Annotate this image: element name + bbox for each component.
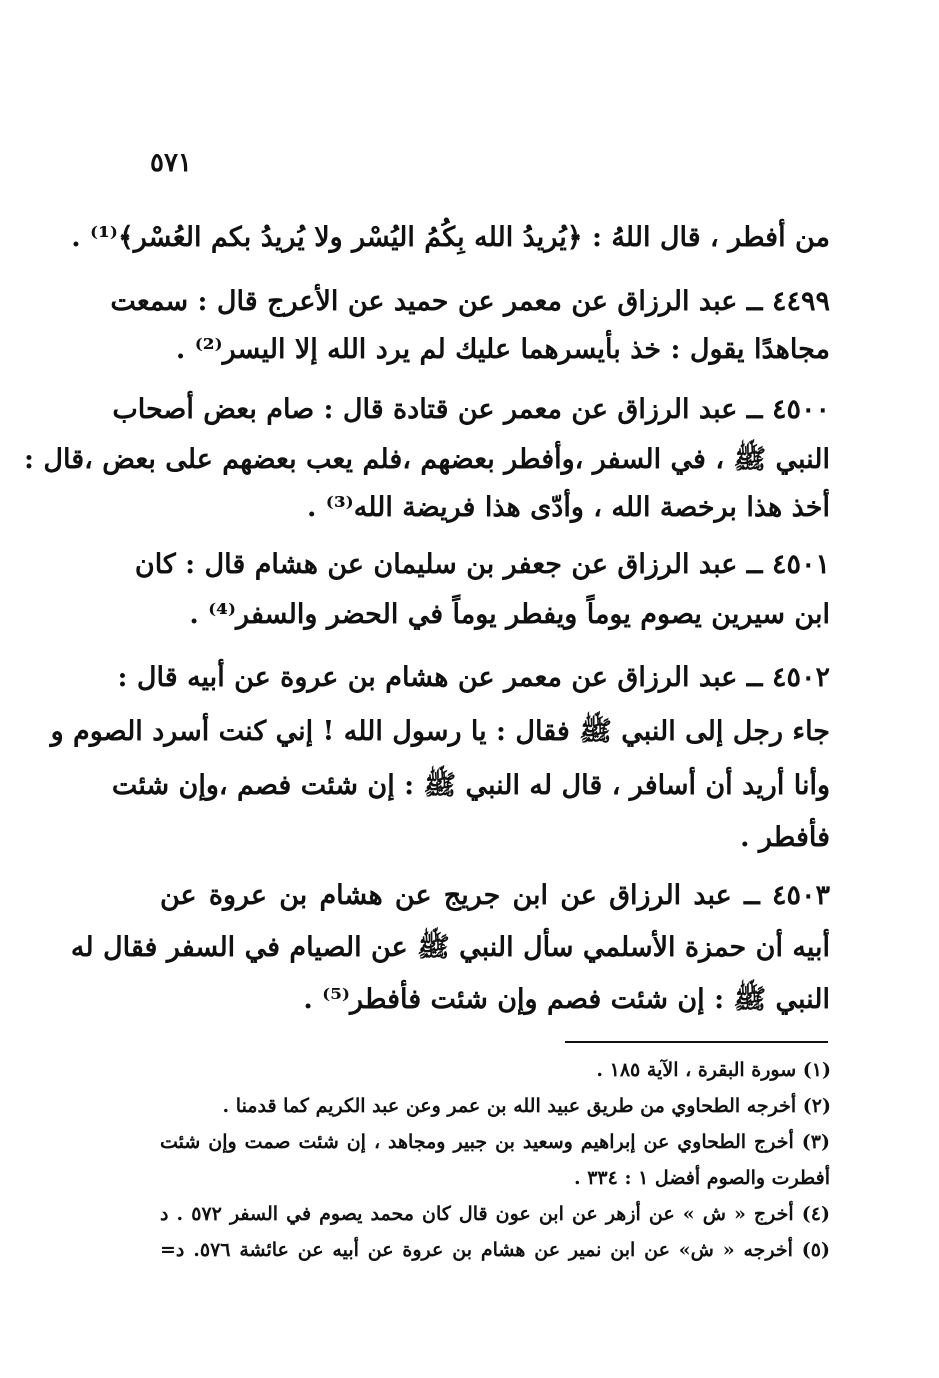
hadith-4500-line: ٤٥٠٠ ــ عبد الرزاق عن معمر عن قتادة قال : صام بعض أصحاب [112,394,830,425]
page-number: ٥٧١ [150,148,192,178]
body-line: ابن سيرين يصوم يوماً ويفطر يوماً في الحضر والسفر⁽⁴⁾ . [189,599,830,630]
footnote-3: (٣) أخرج الطحاوي عن إبراهيم وسعيد بن جبير ومجاهد ، إن شئت صمت وإن شئت [160,1131,830,1153]
body-line: جاء رجل إلى النبي ﷺ فقال : يا رسول الله ! إني كنت أسرد الصوم و [50,716,830,747]
footnote-1: (١) سورة البقرة ، الآية ١٨٥ . [596,1059,831,1081]
hadith-4501-line: ٤٥٠١ ــ عبد الرزاق عن جعفر بن سليمان عن هشام قال : كان [134,549,830,580]
body-line: النبي ﷺ : إن شئت فصم وإن شئت فأفطر⁽⁵⁾ . [303,984,830,1015]
hadith-4502-line: ٤٥٠٢ ــ عبد الرزاق عن معمر عن هشام بن عروة عن أبيه قال : [117,662,830,693]
body-line: فأفطر . [740,822,830,853]
footnote-4: (٤) أخرج « ش » عن أزهر عن ابن عون قال كان محمد يصوم في السفر ٥٧٢ . د [160,1203,830,1225]
hadith-4499-line: ٤٤٩٩ ــ عبد الرزاق عن معمر عن حميد عن الأعرج قال : سمعت [110,286,830,317]
body-line: وأنا أريد أن أسافر ، قال له النبي ﷺ : إن شئت فصم ،وإن شئت [111,770,830,801]
body-line: أبيه أن حمزة الأسلمي سأل النبي ﷺ عن الصيام في السفر فقال له [70,932,830,963]
footnote-2: (٢) أخرجه الطحاوي من طريق عبيد الله بن عمر وعن عبد الكريم كما قدمنا . [222,1095,831,1117]
footnote-3-continued: أفطرت والصوم أفضل ١ : ٣٣٤ . [573,1167,830,1189]
body-line: النبي ﷺ ، في السفر ،وأفطر بعضهم ،فلم يعب بعضهم على بعض ،قال : [24,444,830,475]
footnote-divider [565,1041,828,1043]
body-line: من أفطر ، قال اللهُ : ﴿يُريدُ الله بِكُمُ اليُسْر ولا يُريدُ بكم العُسْر﴾⁽¹⁾ . [71,222,830,253]
footnote-5: (٥) أخرجه « ش» عن ابن نمير عن هشام بن عروة عن أبيه عن عائشة ٥٧٦. د= [160,1239,830,1261]
hadith-4503-line: ٤٥٠٣ ــ عبد الرزاق عن ابن جريج عن هشام بن عروة عن [160,880,830,911]
body-line: أخذ هذا برخصة الله ، وأدّى هذا فريضة الله⁽³⁾ . [307,492,830,523]
body-line: مجاهدًا يقول : خذ بأيسرهما عليك لم يرد الله إلا اليسر⁽²⁾ . [175,334,830,365]
